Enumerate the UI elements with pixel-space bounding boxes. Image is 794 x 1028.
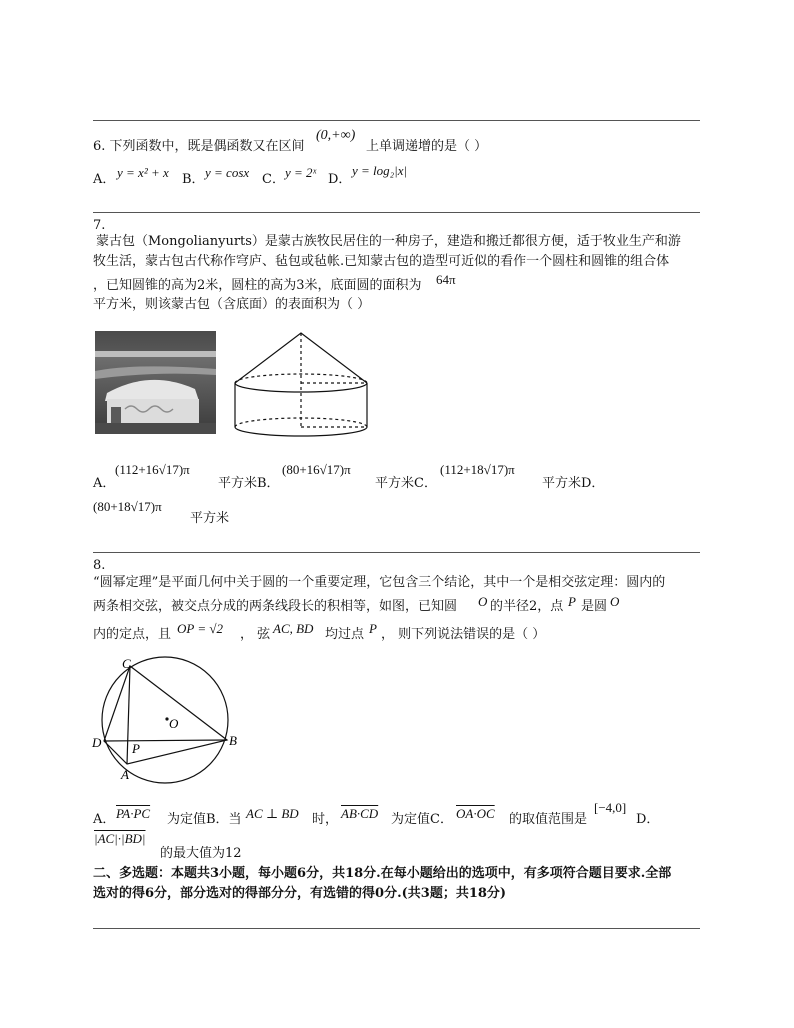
q8-line-3b: ， 弦 (240, 627, 271, 642)
q8-point-p-2: P (369, 621, 377, 636)
separator-q7 (93, 212, 700, 213)
q7-area: 64π (436, 272, 456, 287)
q7-line-3: ，已知圆锥的高为2米，圆柱的高为3米，底面圆的面积为 (93, 278, 422, 293)
q8-point-p: P (568, 594, 576, 609)
q7-number: 7. (93, 218, 106, 233)
q6-option-b-label: B． (182, 172, 205, 187)
q8-range: [−4,0] (594, 800, 627, 815)
q6-interval: (0,+∞) (316, 128, 356, 143)
q8-chords: AC, BD (273, 621, 314, 636)
q8-option-d-tail: 的最大值为12 (160, 846, 242, 861)
q7-unit-b: 平方米C． (375, 476, 437, 491)
q7-unit-a: 平方米B． (218, 476, 280, 491)
q8-line-3a: 内的定点，且 (93, 627, 172, 642)
q7-unit-d: 平方米 (190, 511, 230, 526)
separator-top (93, 120, 700, 121)
q6-option-a: y = x² + x (117, 165, 169, 180)
q8-line-2b: 的半径2，点 (490, 599, 564, 614)
label-p: P (132, 741, 140, 756)
q8-circle-o-2: O (610, 594, 620, 609)
q8-circle-o: O (478, 594, 488, 609)
q8-option-b-tail: 为定值C． (391, 812, 453, 827)
q8-option-c: OA·OC (456, 806, 495, 821)
q8-option-c-tail: 的取值范围是 (509, 812, 588, 827)
q8-line-3d: ， 则下列说法错误的是（ ） (381, 627, 546, 642)
q7-line-1: 蒙古包（Mongolianyurts）是蒙古族牧民居住的一种房子，建造和搬迁都很方便，适于牧业生产和游 (96, 234, 681, 249)
q6-option-c: y = 2ˣ (285, 165, 317, 180)
label-c: C (122, 656, 131, 671)
label-o: O (169, 716, 179, 731)
q8-when: 时， (312, 812, 339, 827)
separator-bottom (93, 928, 700, 929)
q8-line-1: “圆幂定理”是平面几何中关于圆的一个重要定理，它包含三个结论，其中一个是相交弦定理：圆内的 (93, 575, 666, 590)
q8-number: 8. (93, 558, 106, 573)
q6-stem-tail: 上单调递增的是（ ） (366, 139, 488, 154)
q6-option-b: y = cosx (205, 165, 250, 180)
q8-perpendicular: AC ⊥ BD (246, 806, 299, 821)
circle-chord-figure (90, 652, 250, 786)
q6-option-c-label: C． (262, 172, 285, 187)
q7-option-a-label: A． (93, 476, 116, 491)
q8-line-3c: 均过点 (325, 627, 365, 642)
section-2-line-1: 二、多选题：本题共3小题，每小题6分，共18分.在每小题给出的选项中，有多项符合题目要求.全部 (93, 866, 672, 881)
q6-option-d: y = log₂|x| (352, 163, 408, 178)
q6-option-d-label: D． (328, 172, 352, 187)
q7-option-d: (80+18√17)π (93, 499, 162, 514)
separator-q8 (93, 552, 700, 553)
label-a: A (121, 767, 129, 782)
q8-option-d-label: D． (636, 812, 660, 827)
q8-option-d: |AC|·|BD| (94, 831, 146, 846)
q7-line-2: 牧生活，蒙古包古代称作穹庐、毡包或毡帐.已知蒙古包的造型可近似的看作一个圆柱和圆锥的组合体 (93, 254, 670, 269)
q8-option-a-tail: 为定值B．当 (167, 812, 242, 827)
q8-line-2a: 两条相交弦，被交点分成的两条线段长的积相等，如图，已知圆 (93, 599, 458, 614)
cone-cylinder-figure (228, 329, 374, 439)
section-2-line-2: 选对的得6分，部分选对的得部分分，有选错的得0分.(共3题；共18分) (93, 886, 507, 901)
q8-op-equation: OP = √2 (177, 621, 224, 636)
q6-option-a-label: A． (93, 172, 116, 187)
yurt-photo (95, 331, 216, 434)
q7-option-b: (80+16√17)π (282, 462, 351, 477)
q7-option-a: (112+16√17)π (115, 462, 190, 477)
q8-option-b: AB·CD (341, 806, 379, 821)
q7-unit-c: 平方米D． (542, 476, 605, 491)
q7-option-c: (112+18√17)π (440, 462, 515, 477)
q7-line-4: 平方米，则该蒙古包（含底面）的表面积为（ ） (93, 297, 371, 312)
label-b: B (229, 733, 237, 748)
q8-line-2c: 是圆 (581, 599, 608, 614)
label-d: D (92, 735, 102, 750)
q8-option-a-label: A． (93, 812, 116, 827)
q8-option-a: PA·PC (116, 806, 151, 821)
q6-stem: 6. 下列函数中，既是偶函数又在区间 (93, 139, 305, 154)
